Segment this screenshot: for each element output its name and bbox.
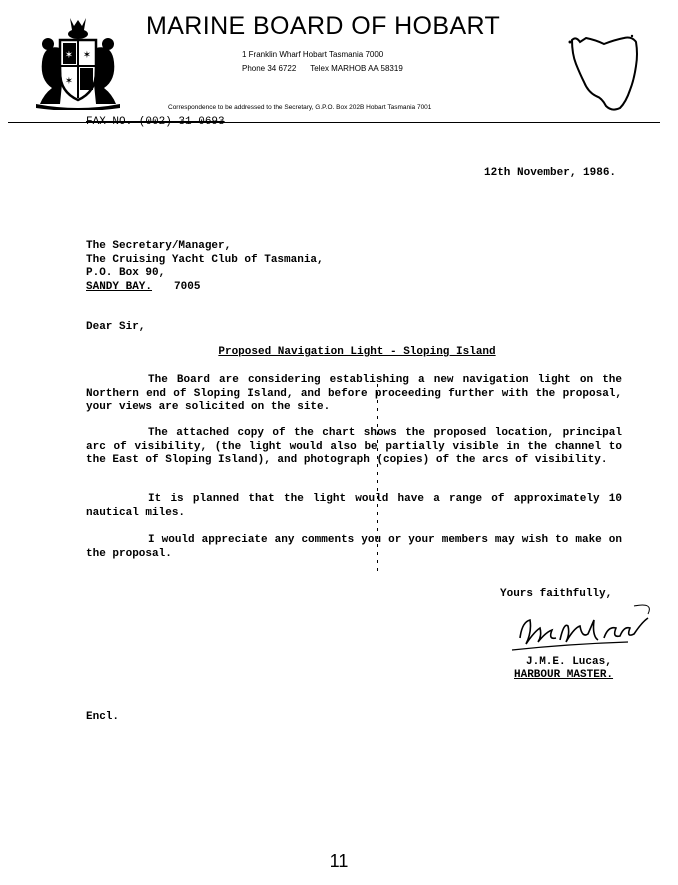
fax-number: FAX NO. (002) 31 0693 (86, 116, 225, 128)
coat-of-arms-icon (30, 14, 126, 110)
recipient-line: The Cruising Yacht Club of Tasmania, (86, 253, 324, 266)
correspondence-note: Correspondence to be addressed to the Secretary, G.P.O. Box 202B Hobart Tasmania 7001 (168, 104, 432, 111)
subject-text: Proposed Navigation Light - Sloping Island (218, 346, 496, 358)
signatory-title: HARBOUR MASTER. (514, 669, 614, 681)
closing: Yours faithfully, (500, 588, 613, 600)
tasmania-map-icon (566, 34, 642, 114)
page-number: 11 (329, 851, 349, 871)
recipient-line (86, 281, 324, 295)
recipient-address (86, 240, 324, 294)
svg-text:✶: ✶ (82, 50, 92, 61)
signatory-name: J.M.E. Lucas, (526, 656, 612, 668)
phone-number: Phone 34 6722 (242, 64, 297, 73)
salutation: Dear Sir, (86, 321, 146, 333)
letterhead-contacts (242, 64, 403, 73)
recipient-line: The Secretary/Manager, (86, 240, 232, 252)
letter-date: 12th November, 1986. (484, 167, 617, 179)
subject-line (0, 346, 678, 358)
svg-text:✶: ✶ (64, 76, 74, 87)
body-paragraph: The attached copy of the chart shows the proposed location, principal arc of visibility, (the light would also be partially visible in the channel to the East of Sloping Island), and photograph (copies) of the arcs of visibility. (86, 427, 622, 466)
enclosure-note: Encl. (86, 711, 120, 723)
body-paragraph: I would appreciate any comments you or your members may wish to make on the proposal. (86, 534, 622, 560)
page-fold-mark (376, 384, 379, 574)
body-paragraph: It is planned that the light would have a range of approximately 10 nautical miles. (86, 493, 622, 519)
body-paragraph: The Board are considering establishing a new navigation light on the Northern end of Sloping Island, and before proceeding further with the proposal, your views are solicited on the site. (86, 374, 622, 413)
recipient-postcode: 7005 (174, 280, 201, 293)
letterhead-address: 1 Franklin Wharf Hobart Tasmania 7000 (242, 50, 384, 59)
recipient-line: P.O. Box 90, (86, 267, 166, 279)
svg-text:✶: ✶ (64, 50, 74, 61)
recipient-suburb: SANDY BAY. (86, 280, 153, 293)
handwritten-signature (508, 598, 658, 660)
telex-number: Telex MARHOB AA 58319 (310, 64, 403, 73)
organization-name: MARINE BOARD OF HOBART (146, 12, 501, 40)
